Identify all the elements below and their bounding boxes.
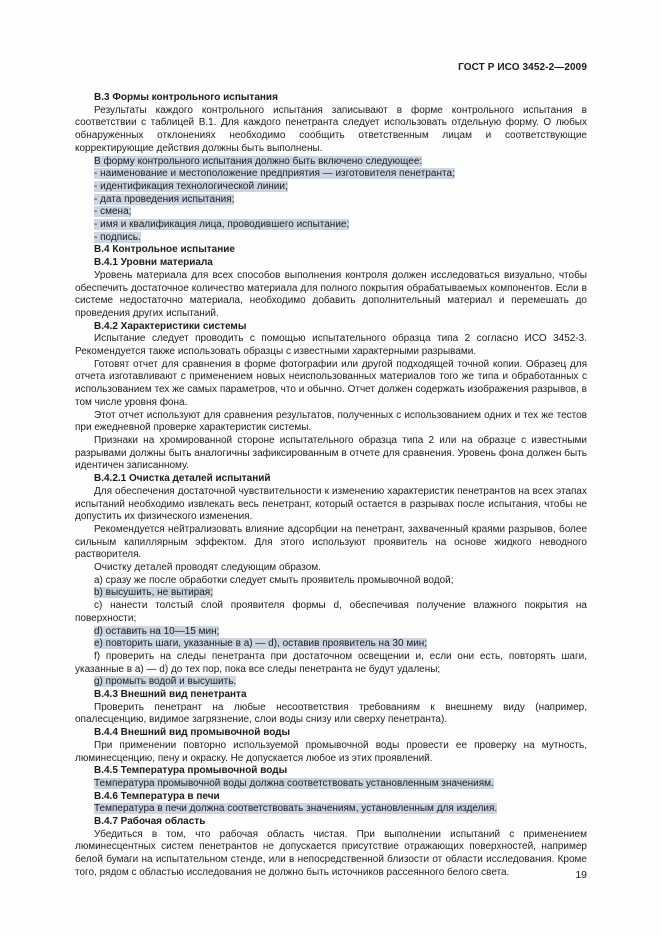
- section-heading: [75, 765, 587, 778]
- paragraph: [75, 156, 587, 169]
- paragraph-text: Испытание следует проводить с помощью испытательного образца типа 2 согласно ИСО 3452-3. Рекомендуется также использовать образцы с известными характерными разрывами.: [75, 333, 587, 358]
- paragraph: [75, 829, 587, 880]
- section-heading: [75, 689, 587, 702]
- paragraph-text: Уровень материала для всех способов выполнения контроля должен исследоваться визуально, чтобы обеспечить достаточное количество материала для полного покрытия обрабатываемых компонентов. Если в системе недостаточно материала, необходимо добавить дополнительный материал и перемешать до проведения других испытаний.: [75, 269, 587, 319]
- heading-text: В.4.4 Внешний вид промывочной воды: [94, 727, 291, 739]
- heading-text: В.4 Контрольное испытание: [94, 244, 235, 256]
- paragraph-text: Рекомендуется нейтрализовать влияние адсорбции на пенетрант, захваченный краями разрывов, более сильным капиллярным эффектом. Для этого используют проявитель на основе жидкого неводного растворителя.: [75, 523, 587, 561]
- paragraph-text: Температура в печи должна соответствовать значениям, установленным для изделия.: [94, 803, 498, 815]
- paragraph-text: c) нанести толстый слой проявителя формы d, обеспечивая получение влажного покрытия на поверхности;: [75, 600, 587, 624]
- heading-text: В.4.1 Уровни материала: [94, 257, 213, 269]
- heading-text: В.4.2.1 Очистка деталей испытаний: [94, 473, 271, 485]
- paragraph-text: Этот отчет используют для сравнения результатов, полученных с использованием одних и тех же тестов при ежедневной проверке характеристик системы.: [75, 409, 587, 434]
- paragraph: [75, 702, 587, 727]
- paragraph: [75, 524, 587, 562]
- paragraph: [75, 600, 587, 625]
- doc-number: ГОСТ Р ИСО 3452-2—2009: [458, 62, 587, 73]
- paragraph: [75, 486, 587, 524]
- section-heading: [75, 473, 587, 486]
- document-body: [75, 92, 587, 880]
- heading-text: В.4.2 Характеристики системы: [94, 320, 247, 332]
- paragraph: [75, 803, 587, 816]
- paragraph-text: f) проверить на следы пенетранта при достаточном освещении и, если они есть, повторять шаги, указанные в a) — d) до тех пор, пока все следы пенетранта не будут удалены;: [75, 650, 587, 675]
- paragraph: [75, 587, 587, 600]
- heading-text: В.4.5 Температура промывочной воды: [94, 765, 288, 777]
- paragraph: [75, 575, 587, 588]
- paragraph-text: a) сразу же после обработки следует смыть проявитель промывочной водой;: [94, 574, 454, 586]
- section-heading: [75, 321, 587, 334]
- paragraph-text: - подпись.: [94, 231, 141, 243]
- paragraph: [75, 105, 587, 156]
- heading-text: В.3 Формы контрольного испытания: [94, 92, 278, 103]
- section-heading: [75, 257, 587, 270]
- paragraph: [75, 206, 587, 219]
- paragraph-text: Проверить пенетрант на любые несоответствия требованиям к внешнему виду (например, опалесценцию, видимое загрязнение, слои воды снизу или сверху пенетранта).: [75, 701, 587, 726]
- page-number: 19: [575, 869, 587, 881]
- paragraph: [75, 740, 587, 765]
- paragraph-text: d) оставить на 10—15 мин;: [94, 625, 220, 637]
- section-heading: [75, 244, 587, 257]
- section-heading: [75, 816, 587, 829]
- paragraph: [75, 638, 587, 651]
- section-heading: [75, 92, 587, 105]
- paragraph-text: Готовят отчет для сравнения в форме фотографии или другой подходящей точной копии. Образец для отчета изготавливают с применением новых неиспользованных материалов того же типа и обработанных с использованием тех же самых параметров, что и обычно. Отчет должен содержать изображения разрывов, в том числе уровня фона.: [75, 358, 587, 408]
- paragraph: [75, 194, 587, 207]
- paragraph-text: При применении повторно используемой промывочной воды провести ее проверку на мутность, люминесценцию, пену и окраску. Не допускается любое из этих проявлений.: [75, 739, 587, 764]
- paragraph: [75, 676, 587, 689]
- paragraph-text: - идентификация технологической линии;: [94, 180, 288, 192]
- heading-text: В.4.3 Внешний вид пенетранта: [94, 689, 247, 701]
- paragraph-text: - имя и квалификация лица, проводившего испытание;: [94, 219, 350, 231]
- paragraph-text: Очистку деталей проводят следующим образом.: [94, 562, 321, 574]
- paragraph: [75, 232, 587, 245]
- paragraph-text: b) высушить, не вытирая;: [94, 587, 213, 599]
- paragraph-text: Температура промывочной воды должна соответствовать установленным значениям.: [94, 777, 494, 789]
- paragraph-text: - наименование и местоположение предприятия — изготовителя пенетранта;: [94, 168, 455, 180]
- paragraph: [75, 168, 587, 181]
- section-heading: [75, 791, 587, 804]
- paragraph: [75, 270, 587, 321]
- paragraph: [75, 435, 587, 473]
- paragraph: [75, 333, 587, 358]
- paragraph-text: В форму контрольного испытания должно быть включено следующее:: [94, 155, 423, 167]
- paragraph-text: Результаты каждого контрольного испытания записывают в форме контрольного испытания в соответствии с таблицей В.1. Для каждого пенетранта следует использовать отдельную форму. О любых обнаруженных отклонениях необходимо сообщить ответственным лицам и соответствующие корректирующие действия должны быть выполнены.: [75, 104, 587, 154]
- paragraph-text: - дата проведения испытания;: [94, 193, 235, 205]
- paragraph: [75, 626, 587, 639]
- paragraph-text: Убедиться в том, что рабочая область чистая. При выполнении испытаний с применением люминесцентных систем пенетрантов не допускается присутствие отражающих поверхностей, например белой бумаги на испытательном стенде, или в непосредственной близости от области исследования. Кроме того, рядом с областью исследования не должно быть источников рассеянного белого света.: [75, 828, 587, 878]
- paragraph-text: g) промыть водой и высушить.: [94, 676, 237, 688]
- paragraph: [75, 219, 587, 232]
- paragraph-text: - смена;: [94, 206, 132, 218]
- paragraph: [75, 410, 587, 435]
- paragraph: [75, 181, 587, 194]
- section-heading: [75, 727, 587, 740]
- heading-text: В.4.6 Температура в печи: [94, 790, 220, 802]
- paragraph-text: e) повторить шаги, указанные в a) — d), оставив проявитель на 30 мин;: [94, 638, 428, 650]
- heading-text: В.4.7 Рабочая область: [94, 816, 206, 828]
- paragraph: [75, 651, 587, 676]
- paragraph-text: Для обеспечения достаточной чувствительности к изменению характеристик пенетрантов на всех этапах испытаний необходимо извлекать весь пенетрант, который остается в разрывах после испытания, чтобы не допустить их физического изменения.: [75, 485, 587, 523]
- paragraph: [75, 562, 587, 575]
- paragraph: [75, 359, 587, 410]
- paragraph: [75, 778, 587, 791]
- paragraph-text: Признаки на хромированной стороне испытательного образца типа 2 или на образце с известными разрывами должны быть аналогичны зафиксированным в отчете для сравнения. Уровень фона должен быть идентичен записанному.: [75, 434, 587, 472]
